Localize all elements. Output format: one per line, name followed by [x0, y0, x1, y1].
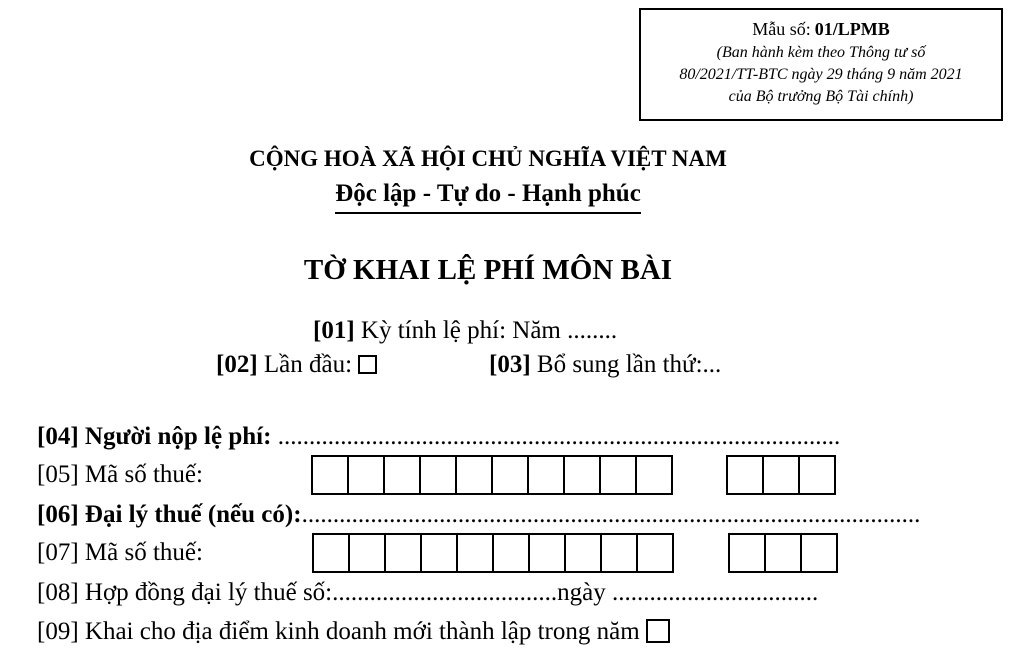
- motto-line: [0, 180, 976, 214]
- tax-code-digit[interactable]: [563, 455, 601, 495]
- issued-line-3: của Bộ trưởng Bộ Tài chính): [728, 88, 914, 105]
- field-02-text: Lần đầu:: [263, 351, 353, 378]
- field-06-tax-agent: [37, 500, 920, 530]
- tax-code-digit[interactable]: [635, 455, 673, 495]
- tax-code-digit[interactable]: [347, 455, 385, 495]
- field-01-text: Kỳ tính lệ phí: Năm ........: [360, 317, 618, 344]
- agent-tax-code-suffix-boxes[interactable]: [728, 533, 836, 573]
- form-number-box: [639, 8, 1003, 121]
- agent-tax-code-suffix-digit[interactable]: [800, 533, 838, 573]
- agent-tax-code-digit[interactable]: [600, 533, 638, 573]
- agent-tax-code-digit[interactable]: [420, 533, 458, 573]
- tax-code-digit[interactable]: [455, 455, 493, 495]
- form-number-value: 01/LPMB: [814, 19, 890, 39]
- agent-tax-code-digit[interactable]: [348, 533, 386, 573]
- tax-code-digit[interactable]: [527, 455, 565, 495]
- agent-tax-code-digit[interactable]: [384, 533, 422, 573]
- national-name: CỘNG HOÀ XÃ HỘI CHỦ NGHĨA VIỆT NAM: [249, 146, 727, 171]
- field-03-code: [03]: [489, 351, 531, 378]
- new-location-checkbox[interactable]: [646, 619, 670, 643]
- motto: Độc lập - Tự do - Hạnh phúc: [335, 180, 641, 214]
- field-03-supplement: [489, 350, 721, 380]
- tax-code-suffix-digit[interactable]: [726, 455, 764, 495]
- field-04-code: [04]: [37, 423, 79, 450]
- field-01-code: [01]: [313, 317, 355, 344]
- agent-tax-code-digit[interactable]: [456, 533, 494, 573]
- field-02-first-time: [216, 350, 377, 380]
- field-06-label: Đại lý thuế (nếu có):: [84, 501, 302, 528]
- field-04-label: Người nộp lệ phí:: [84, 423, 272, 450]
- field-02-code: [02]: [216, 351, 258, 378]
- tax-code-digit[interactable]: [383, 455, 421, 495]
- agent-tax-code-boxes[interactable]: [312, 533, 672, 573]
- agent-tax-code-digit[interactable]: [492, 533, 530, 573]
- issued-line-2: 80/2021/TT-BTC ngày 29 tháng 9 năm 2021: [679, 66, 963, 83]
- tax-code-boxes[interactable]: [311, 455, 671, 495]
- field-04-fee-payer: [37, 422, 840, 452]
- field-03-text: Bổ sung lần thứ:...: [536, 351, 722, 378]
- field-01-period: [313, 316, 617, 346]
- tax-code-digit[interactable]: [599, 455, 637, 495]
- page-title: TỜ KHAI LỆ PHÍ MÔN BÀI: [303, 254, 673, 286]
- tax-code-digit[interactable]: [491, 455, 529, 495]
- tax-code-digit[interactable]: [419, 455, 457, 495]
- field-05-tax-code-label: [05] Mã số thuế:: [37, 461, 203, 488]
- first-time-checkbox[interactable]: [358, 355, 377, 374]
- tax-code-suffix-boxes[interactable]: [726, 455, 834, 495]
- tax-code-suffix-digit[interactable]: [798, 455, 836, 495]
- agent-tax-code-digit[interactable]: [636, 533, 674, 573]
- form-number-line: [641, 18, 1001, 42]
- agent-tax-code-digit[interactable]: [312, 533, 350, 573]
- tax-agent-input[interactable]: ...................................................................................................: [301, 501, 921, 528]
- form-number-label: Mẫu số:: [752, 19, 811, 39]
- field-07-agent-tax-code-label: [07] Mã số thuế:: [37, 539, 203, 566]
- agent-tax-code-digit[interactable]: [528, 533, 566, 573]
- fee-payer-input[interactable]: ..........................................................................................: [277, 423, 841, 450]
- field-09-new-location: [37, 617, 670, 647]
- agent-tax-code-digit[interactable]: [564, 533, 602, 573]
- field-08-agent-contract[interactable]: [08] Hợp đồng đại lý thuế số:....................................ngày .................................: [37, 579, 819, 606]
- field-06-code: [06]: [37, 501, 79, 528]
- field-09-text: [09] Khai cho địa điểm kinh doanh mới thành lập trong năm: [37, 618, 640, 645]
- tax-code-digit[interactable]: [311, 455, 349, 495]
- agent-tax-code-suffix-digit[interactable]: [764, 533, 802, 573]
- issued-line-1: (Ban hành kèm theo Thông tư số: [716, 44, 926, 61]
- agent-tax-code-suffix-digit[interactable]: [728, 533, 766, 573]
- tax-code-suffix-digit[interactable]: [762, 455, 800, 495]
